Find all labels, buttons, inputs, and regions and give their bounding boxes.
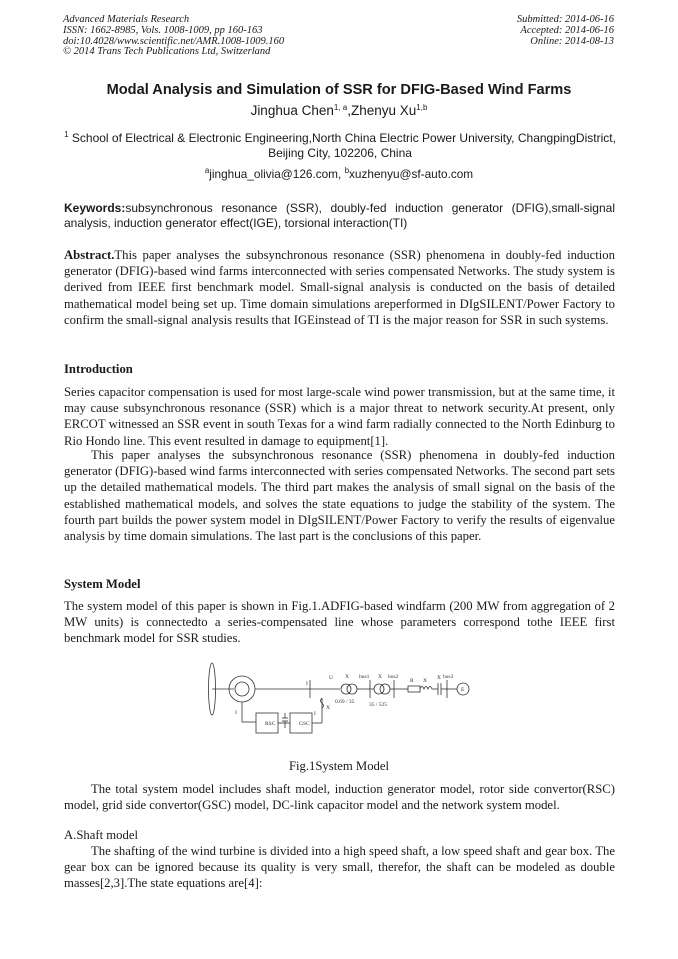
transformer-1-b — [347, 684, 357, 694]
is-label: I — [306, 681, 308, 687]
abstract-label: Abstract. — [64, 248, 115, 262]
ir-label: I — [235, 710, 237, 716]
bus1-label: bus1 — [359, 674, 370, 680]
paper-title: Modal Analysis and Simulation of SSR for DFIG-Based Wind Farms — [106, 82, 572, 98]
authors — [0, 103, 678, 118]
transformer-2-b — [380, 684, 390, 694]
system-model-heading: System Model — [64, 577, 141, 591]
online-date: Online: 2014-08-13 — [530, 35, 614, 47]
ig-label: I — [314, 711, 316, 717]
keywords-text: subsynchronous resonance (SSR), doubly-fed induction generator (DFIG),small-signal analysis, induction generator effect(IGE), torsional interaction(TI) — [64, 201, 615, 230]
emails — [0, 167, 678, 181]
transformer-1-a — [341, 684, 351, 694]
email-separator: , — [338, 167, 345, 181]
affiliation-number: 1 — [64, 130, 69, 139]
intro-paragraph-2: This paper analyses the subsynchronous resonance (SSR) phenomena in doubly-fed induction generator (DFIG)-based wind farms interconnected with series compensated Networks. The second part sets up the detailed mathematical models. The third part makes the analysis of small signal on the basis of the established mathematical models, and solves the state equations to judge the stability of the system. The fourth part builds the power system model in DIgSILENT/Power Factory to verify the results of eigenvalue analysis by time domain simulations. The last part is the conclusions of this paper. — [64, 448, 615, 544]
rl-label: R — [410, 678, 414, 684]
email-a[interactable]: jinghua_olivia@126.com — [209, 167, 339, 181]
xt1-label: X — [345, 674, 349, 680]
submitted-date: Submitted: 2014-06-16 — [516, 14, 614, 25]
author-1-affil: 1, a — [333, 103, 348, 112]
author-separator: , — [347, 103, 351, 118]
xl-label: X — [423, 678, 427, 684]
affiliation-text: School of Electrical & Electronic Engineering,North China Electric Power University, ChangpingDistrict, Beijing City, 102206, China — [71, 131, 616, 160]
abstract — [64, 247, 615, 328]
line-resistance — [408, 686, 420, 692]
generator-inner — [235, 682, 249, 696]
affiliation — [60, 131, 620, 161]
transformer-1-ratio: 0.69 / 35 — [335, 699, 355, 705]
bus3-label: bus3 — [443, 674, 454, 680]
keywords — [64, 201, 615, 231]
introduction-heading: Introduction — [64, 362, 133, 376]
keywords-label: Keywords: — [64, 201, 126, 215]
copyright-line: © 2014 Trans Tech Publications Ltd, Switzerland — [63, 46, 271, 58]
intro-paragraph-1: Series capacitor compensation is used for most large-scale wind power transmission, but at the same time, it may cause subsynchronous resonance (SSR) which is a major threat to network security.At present, only ERCOT witnessed an SSR event in south Texas for a wind farm radially connected to the North Edinburg to Rio Hondo line. This event resulted in damage to equipment[1]. — [64, 385, 615, 448]
xt2-label: X — [378, 674, 382, 680]
abstract-text: This paper analyses the subsynchronous resonance (SSR) phenomena in doubly-fed induction generator (DFIG)-based wind farms interconnected with series compensated Networks. The study system is derived from IEEE first benchmark model. Small-signal analysis is conducted on the basis of detailed mathematical model being set up. Time domain simulations areperformed in DIgSILENT/Power Factory to confirm the small-signal analysis results that IGEinstead of TI is the major reason for SSR in such systems. — [64, 248, 615, 327]
xg-label: X — [326, 705, 330, 711]
grid-label: E — [461, 687, 465, 693]
line-reactance — [420, 687, 432, 690]
figure-caption: Fig.1System Model — [288, 759, 390, 773]
us-label: U — [329, 675, 333, 681]
email-b[interactable]: xuzhenyu@sf-auto.com — [349, 167, 474, 181]
issn-line: ISSN: 1662-8985, Vols. 1008-1009, pp 160-163 — [63, 24, 263, 36]
system-model-paragraph: The system model of this paper is shown in Fig.1.ADFIG-based windfarm (200 MW from aggregation of 2 MW units) is connectedto a series-compensated line whose parameters correspond tothe IEEE first benchmark model for SSR studies. — [64, 599, 615, 646]
system-model-figure — [202, 662, 478, 742]
author-1: Jinghua Chen — [250, 103, 334, 118]
bus2-label: bus2 — [388, 674, 399, 680]
xc-label: X — [437, 675, 441, 681]
journal-info — [63, 15, 284, 58]
shaft-model-subheading: A.Shaft model — [64, 828, 139, 842]
rsc-label: RSC — [265, 721, 276, 727]
dates-info — [517, 15, 614, 47]
email-a-marker: a — [204, 166, 210, 175]
author-2: Zhenyu Xu — [351, 103, 417, 118]
journal-name: Advanced Materials Research — [63, 14, 190, 25]
transformer-2-ratio: 35 / 525 — [369, 702, 388, 708]
doi-line: doi:10.4028/www.scientific.net/AMR.1008-1009.160 — [63, 35, 285, 47]
after-figure-paragraph: The total system model includes shaft model, induction generator model, rotor side convertor(RSC) model, grid side convertor(GSC) model, DC-link capacitor model and the network system model. — [64, 782, 615, 813]
gsc-label: GSC — [299, 721, 310, 727]
email-b-marker: b — [344, 166, 350, 175]
accepted-date: Accepted: 2014-06-16 — [520, 24, 614, 36]
transformer-2-a — [374, 684, 384, 694]
author-2-affil: 1,b — [416, 103, 428, 112]
shaft-model-paragraph: The shafting of the wind turbine is divided into a high speed shaft, a low speed shaft and gear box. The gear box can be ignored because its quality is very small, therefor, the shaft can be modeled as double masses[2,3].The state equations are[4]: — [64, 844, 615, 891]
